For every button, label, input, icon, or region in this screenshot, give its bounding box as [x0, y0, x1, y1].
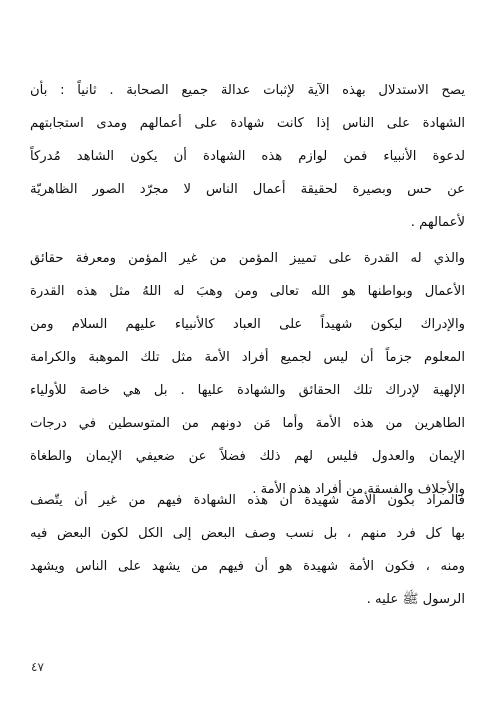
text-line: الأعمال وبواطنها هو الله تعالى ومن وهبَ له اللهُ مثل هذه القدرة [30, 284, 465, 299]
text-line: لأعمالهم . [410, 215, 465, 230]
text-line: يصح الاستدلال بهذه الآية لإثبات عدالة جميع الصحابة . ثانياً : بأن [30, 83, 465, 98]
text-line: والذي له القدرة على تمييز المؤمن من غير المؤمن ومعرفة حقائق [30, 251, 465, 266]
text-line: عن حس وبصيرة لحقيقة أعمال الناس لا مجرّد الصور الظاهريّة [30, 182, 465, 197]
text-line: ومنه ، فكون الأمة شهيدة هو أن فيهم من يشهد على الناس ويشهد [30, 559, 465, 574]
text-line: الإيمان والعدول فليس لهم ذلك فضلاً عن ضعيفي الإيمان والطغاة [30, 449, 465, 464]
page-number: ٤٧ [31, 660, 44, 674]
text-line: المعلوم جزماً أن ليس لجميع أفراد الأمة مثل تلك الموهبة والكرامة [30, 350, 465, 365]
text-line: فالمراد بكون الأمة شهيدة أن هذه الشهادة فيهم من غير أن يتّصف [30, 493, 465, 508]
text-line: والأجلاف والفسقة من أفراد هذه الأمة . [252, 482, 465, 497]
paragraph-2 [30, 242, 465, 506]
paragraph-1 [30, 74, 465, 239]
text-line: الطاهرين من هذه الأمة وأما مَن دونهم من المتوسطين في درجات [30, 416, 465, 431]
text-line: بها كل فرد منهم ، بل نسب وصف البعض إلى الكل لكون البعض فيه [30, 526, 465, 541]
text-line: والإدراك ليكون شهيداً على العباد كالأنبياء عليهم السلام ومن [30, 317, 465, 332]
text-line: الرسول ﷺ عليه . [366, 592, 465, 607]
text-line: الشهادة على الناس إذا كانت شهادة على أعمالهم ومدى استجابتهم [30, 116, 465, 131]
paragraph-3 [30, 484, 465, 616]
text-line: الإلهية لإدراك تلك الحقائق والشهادة عليها . بل هي خاصة للأولياء [30, 383, 465, 398]
text-line: لدعوة الأنبياء فمن لوازم هذه الشهادة أن يكون الشاهد مُدركاً [30, 149, 465, 164]
